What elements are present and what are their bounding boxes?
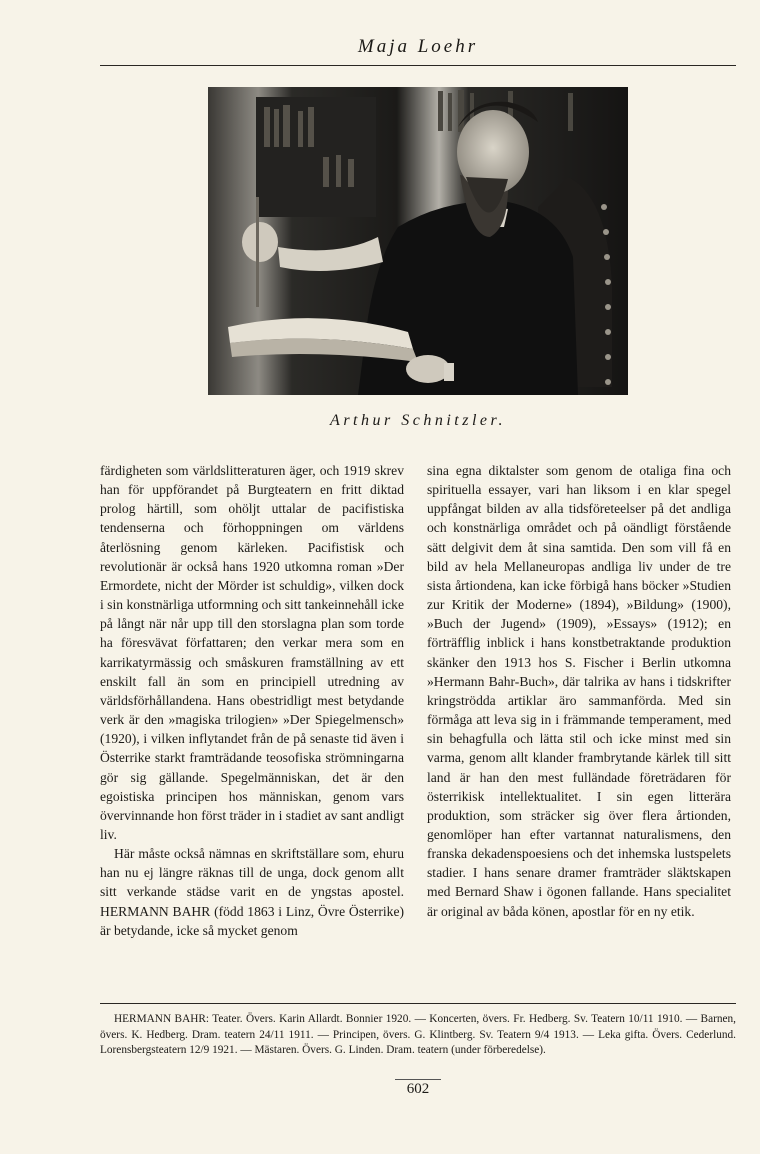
portrait-photo bbox=[208, 87, 628, 395]
portrait-image bbox=[208, 87, 628, 395]
right-paragraph-1: sina egna diktalster som genom de otaliga fina och spirituella essayer, vari han liksom i en klar spegel uppfångat bilden av alla tidsföreteelser på det andliga och konstnärliga området och på oändligt förstående sätt delgivit dem åt sina samtida. Den som vill få en bild av hela Mellaneuropas andliga liv under de tre sista årtiondena, kan icke förbigå hans böcker »Studien zur Kritik der Moderne» (1894), »Bildung» (1900), »Buch der Jugend» (1909), »Essays» (1912); en förträfflig inblick i hans konstbetraktande produktion skänker den 1913 hos S. Fischer i Berlin utkomna »Hermann Bahr-Buch», där talrika av hans i tidskrifter kringströdda artiklar äro sammanförda. Med sin förmåga att leva sig in i främmande temperament, med sin behagfulla och lätta stil och icke minst med sin varma, genom allt klander frambrytande kärlek till sitt land är han den mest fulländade företrädaren för österrikisk intellektualitet. I sin egen litterära produktion, som sträcker sig över flera årtionden, genomlöper han efter vartannat naturalismens, den franska dekadenspoesiens och det inhemska lustspelets stadier. I hans senare dramer framträder släktskapen med Bernard Shaw i ögonen fallande. Hans specialitet är original av båda könen, apostlar för en ny etik. bbox=[427, 463, 731, 919]
left-paragraph-2: Här måste också nämnas en skriftställare som, ehuru han nu ej längre räknas till de unga, dock genom allt sitt verkande städse varit en de yngstas apostel. HERMANN BAHR (född 1863 i Linz, Övre Österrike) är betydande, icke så mycket genom bbox=[100, 846, 404, 938]
photo-caption: Arthur Schnitzler. bbox=[330, 412, 506, 429]
header-rule bbox=[100, 65, 736, 66]
right-column bbox=[427, 461, 731, 921]
footnote-rule bbox=[100, 1003, 736, 1004]
footnote-text: HERMANN BAHR: Teater. Övers. Karin Allardt. Bonnier 1920. — Koncerten, övers. Fr. Hedberg. Sv. Teatern 10/11 1910. — Barnen, övers. K. Hedberg. Dram. teatern 24/11 1911. — Principen, övers. G. Klintberg. Sv. Teatern 9/4 1913. — Leka gifta. Övers. Cederlund. Lorensbergsteatern 12/9 1921. — Mästaren. Övers. G. Linden. Dram. teatern (under förberedelse). bbox=[100, 1013, 736, 1056]
page-number-rule bbox=[395, 1079, 441, 1080]
left-paragraph-1: färdigheten som världslitteraturen äger, och 1919 skrev han för uppförandet på Burgteatern en fritt diktad prolog härtill, som ohöljt uttalar de pacifistiska tendenserna och förhoppningen om världens återlösning genom kärleken. Pacifistisk och revolutionär är också hans 1920 utkomna roman »Der Ermordete, nicht der Mörder ist schuldig», vilken dock i sin konstnärliga utformning och sitt tankeinnehåll icke på långt när når upp till den storslagna plan som torde ha föresvävat författaren; den verkar mera som en karrikatyrmässig och småskuren framställning av ett enskilt fall än som en principiell utredning av världsförhållandena. Hans obestridligt mest betydande verk är den »magiska trilogien» »Der Spiegelmensch» (1920), i vilken inflytandet från de på senaste tid även i Österrike starkt framträdande teosofiska strömningarna gör sig gällande. Spegelmänniskan, det är den egoistiska principen hos människan, genom vars övervinnande hon först träder in i stadiet av sant andligt liv. bbox=[100, 463, 404, 842]
left-column bbox=[100, 461, 404, 940]
page-number: 602 bbox=[406, 1081, 430, 1097]
running-head: Maja Loehr bbox=[357, 36, 479, 57]
footnote bbox=[100, 1012, 736, 1059]
